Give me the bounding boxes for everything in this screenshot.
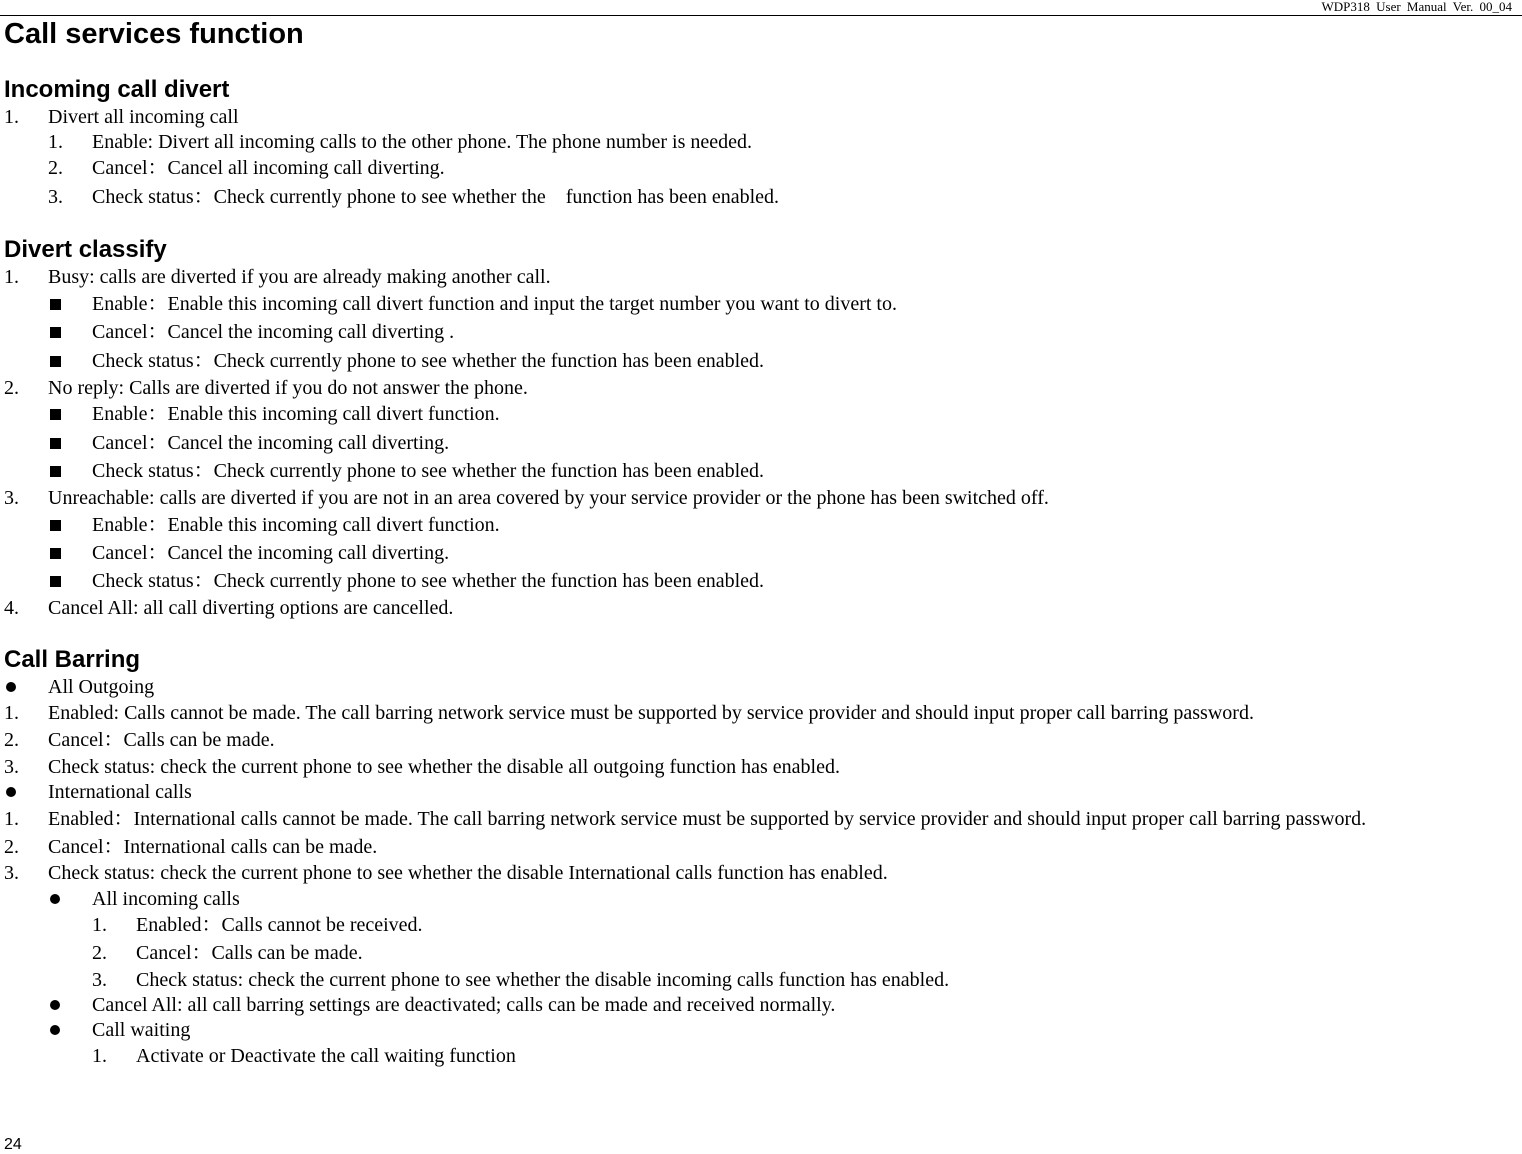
square-bullet-icon bbox=[50, 520, 61, 531]
square-bullet-icon bbox=[50, 548, 61, 559]
square-bullet-icon bbox=[50, 409, 61, 420]
square-bullet-icon bbox=[50, 356, 61, 367]
square-bullet-icon bbox=[50, 576, 61, 587]
round-bullet-icon bbox=[6, 682, 16, 692]
square-bullet-icon bbox=[50, 466, 61, 477]
page-header bbox=[0, 0, 1522, 16]
square-bullet-icon bbox=[50, 327, 61, 338]
square-bullet-icon bbox=[50, 438, 61, 449]
square-bullet-icon bbox=[50, 299, 61, 310]
round-bullet-icon bbox=[50, 1000, 60, 1010]
section-heading-divert-classify: Divert classify bbox=[4, 236, 167, 263]
round-bullet-icon bbox=[50, 1025, 60, 1035]
round-bullet-icon bbox=[50, 894, 60, 904]
section-heading-call-barring: Call Barring bbox=[4, 646, 141, 673]
round-bullet-icon bbox=[6, 787, 16, 797]
document-reference: WDP318 User Manual Ver. 00_04 bbox=[1321, 0, 1512, 14]
section-heading-incoming-divert: Incoming call divert bbox=[4, 76, 230, 103]
page-number: 24 bbox=[4, 1136, 22, 1153]
page-title: Call services function bbox=[4, 18, 304, 50]
